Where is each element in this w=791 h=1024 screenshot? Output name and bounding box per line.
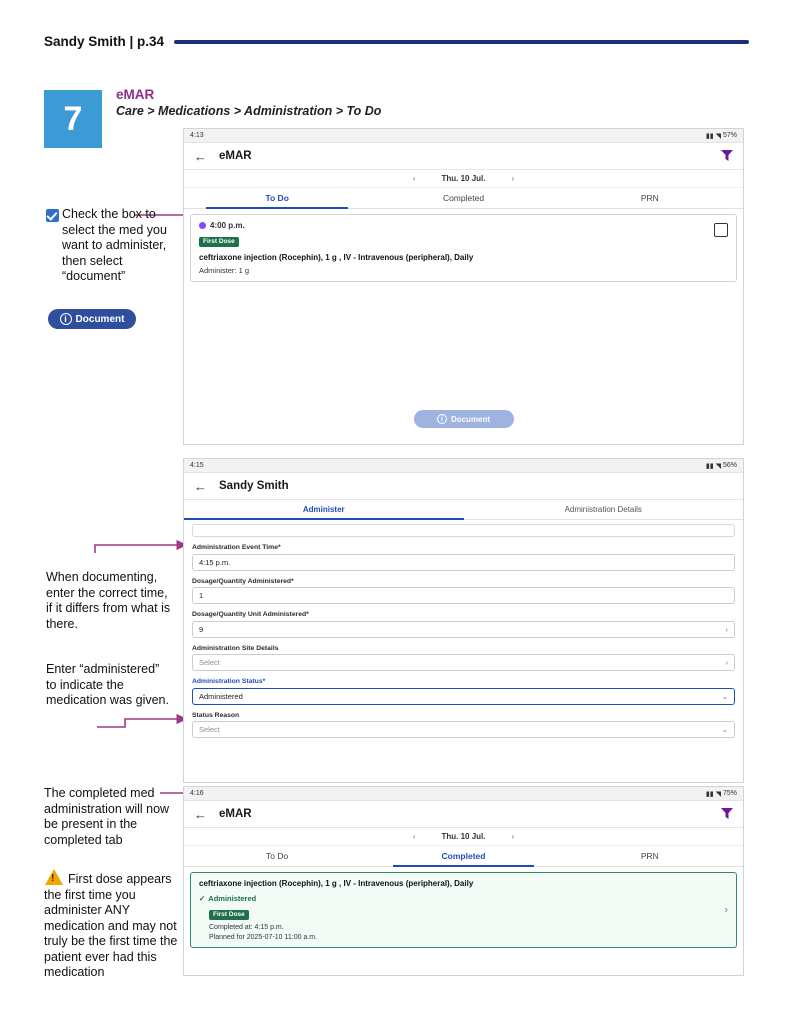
tab-to-do[interactable]: To Do [184,188,370,208]
wifi-icon: ◥ [715,132,721,140]
field-value: 9 [199,624,204,634]
annotation-4: The completed med administration will now be present in the completed tab [44,786,170,847]
med-time: 4:00 p.m. [210,221,245,230]
annotation-document-pill-label: Document [75,313,125,325]
app-bar [184,801,743,828]
status-bar [184,459,743,473]
field-status-reason[interactable] [192,712,735,739]
prev-day-icon[interactable]: ‹ [412,832,416,841]
field-dosage-quantity-administered[interactable] [192,578,735,605]
app-bar [184,473,743,500]
screen-title: Sandy Smith [219,480,289,492]
battery-label: 75% [722,790,737,797]
field-administration-site-details[interactable] [192,645,735,672]
med-select-checkbox[interactable] [714,223,728,237]
status-time: 4:13 [190,132,204,139]
first-dose-badge: First Dose [209,910,249,920]
med-time-row [199,221,728,230]
date-navigator[interactable] [184,170,743,188]
step-title: eMAR [116,87,155,102]
planned-for: Planned for 2025-07-10 11:00 a.m. [209,934,318,941]
header-rule [174,40,749,44]
field-label: Administration Status* [192,678,266,685]
chevron-right-icon: › [725,658,728,667]
filter-icon[interactable] [719,147,735,163]
back-arrow-icon[interactable]: ← [194,806,207,822]
screenshot-administer-form[interactable] [183,458,744,783]
completed-med-card[interactable] [190,872,737,948]
info-icon: i [60,313,72,325]
document-button-label: Document [450,414,491,424]
screenshot-emar-completed[interactable] [183,786,744,976]
tab-administer[interactable]: Administer [184,500,464,519]
current-date: Thu. 10 Jul. [441,832,486,841]
field-input[interactable] [192,587,735,604]
chevron-down-icon: ⌄ [721,691,728,701]
med-name: ceftriaxone injection (Rocephin), 1 g , IV - Intravenous (peripheral), Daily [199,879,474,888]
status-time: 4:16 [190,790,204,797]
field-label: Status Reason [192,711,240,719]
field-input[interactable] [192,721,735,738]
med-status-dot-icon [199,222,206,229]
partial-field-above [192,524,735,537]
annotation-document-pill [48,309,136,329]
tab-completed[interactable]: Completed [370,846,556,866]
field-label: Administration Site Details [192,644,279,652]
back-arrow-icon[interactable]: ← [194,148,207,164]
header-name-page: Sandy Smith | p.34 [44,34,165,49]
document-header [44,34,749,49]
field-placeholder: Select [199,658,220,667]
tab-administration-details[interactable]: Administration Details [564,505,642,514]
signal-icon: ▮▮ [705,462,714,470]
status-icons [706,790,737,798]
annotation-5: First dose appears the first time you administer ANY medication and may not truly be the first time the patient ever had this medication [44,872,178,979]
field-input[interactable] [192,688,735,705]
date-navigator[interactable] [184,828,743,846]
annotation-2: When documenting, enter the correct time, if it differs from what is there. [46,570,171,631]
check-icon: ✓ [199,894,206,903]
status-icons [706,132,737,140]
current-date: Thu. 10 Jul. [441,174,486,183]
screenshot-emar-todo[interactable] [183,128,744,445]
field-input[interactable] [192,554,735,571]
status-icons [706,462,737,470]
step-number-badge: 7 [44,90,102,148]
tab-prn[interactable]: PRN [640,193,659,203]
annotation-1: Check the box to select the med you want to administer, then select “document” [62,207,167,283]
med-administer-line: Administer: 1 g [199,266,250,275]
chevron-down-icon: ⌄ [721,725,728,734]
wifi-icon: ◥ [715,790,721,798]
field-input[interactable] [192,654,735,671]
status-bar [184,787,743,801]
next-day-icon[interactable]: › [511,832,515,841]
screen-title: eMAR [219,808,252,820]
field-administration-event-time[interactable] [192,544,735,571]
signal-icon: ▮▮ [705,790,714,798]
form-tab-bar[interactable] [184,500,743,520]
field-placeholder: Select [199,725,220,734]
battery-label: 57% [722,132,737,139]
prev-day-icon[interactable]: ‹ [412,174,416,183]
annotation-3: Enter “administered” to indicate the medication was given. [46,662,169,707]
field-dosage-quantity-unit-administered[interactable] [192,611,735,638]
administered-status [199,894,728,903]
battery-label: 56% [722,462,737,469]
field-value: 4:15 p.m. [199,557,231,567]
field-label: Administration Event Time* [192,544,281,551]
screen-title: eMAR [219,150,252,162]
app-bar [184,143,743,170]
next-day-icon[interactable]: › [511,174,515,183]
status-time: 4:15 [190,462,204,469]
tab-prn[interactable]: PRN [640,851,659,861]
tab-completed[interactable]: Completed [442,193,485,203]
med-card[interactable] [190,214,737,282]
document-button[interactable] [414,410,514,428]
completed-at: Completed at: 4:15 p.m. [209,924,284,931]
chevron-right-icon: › [725,624,728,634]
field-value: Administered [199,691,243,701]
first-dose-badge: First Dose [199,237,239,247]
breadcrumb: Care > Medications > Administration > To Do [116,104,382,118]
administered-label: Administered [208,894,257,903]
field-label: Dosage/Quantity Unit Administered* [192,611,309,618]
field-input[interactable] [192,621,735,638]
field-label: Dosage/Quantity Administered* [192,577,294,585]
info-icon: i [437,414,447,424]
back-arrow-icon[interactable]: ← [194,478,207,494]
tab-bar[interactable] [184,846,743,867]
field-value: 1 [199,591,204,600]
filter-icon[interactable] [719,805,735,821]
chevron-right-icon[interactable]: › [724,904,728,916]
tab-to-do[interactable]: To Do [266,851,289,861]
status-bar [184,129,743,143]
tab-bar[interactable] [184,188,743,209]
med-name: ceftriaxone injection (Rocephin), 1 g , IV - Intravenous (peripheral), Daily [199,253,474,262]
wifi-icon: ◥ [715,462,721,470]
checkbox-annotation-icon [46,209,59,222]
signal-icon: ▮▮ [705,132,714,140]
field-administration-status[interactable] [192,678,735,705]
